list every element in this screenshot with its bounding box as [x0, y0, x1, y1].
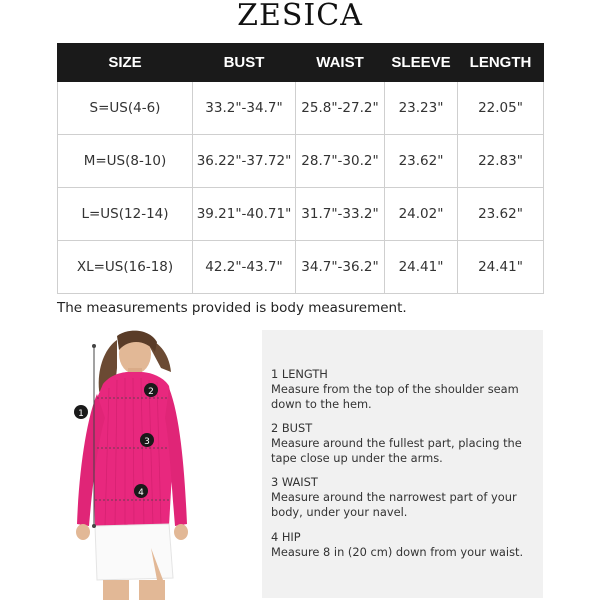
table-header-row	[58, 44, 544, 82]
instruction-length	[271, 367, 541, 412]
cell-waist: 34.7"-36.2"	[296, 241, 385, 294]
svg-text:1: 1	[78, 409, 84, 419]
cell-size: L=US(12-14)	[58, 188, 193, 241]
cell-length: 22.05"	[458, 82, 544, 135]
instruction-title: 2 BUST	[271, 421, 313, 435]
cell-bust: 42.2"-43.7"	[193, 241, 296, 294]
instruction-body: Measure around the fullest part, placing the tape close up under the arms.	[271, 436, 522, 465]
cell-length: 24.41"	[458, 241, 544, 294]
marker-3	[140, 433, 154, 447]
instruction-body: Measure around the narrowest part of your body, under your navel.	[271, 490, 517, 519]
header-length: LENGTH	[458, 44, 544, 82]
cell-size: S=US(4-6)	[58, 82, 193, 135]
table-row	[58, 188, 544, 241]
table-row	[58, 82, 544, 135]
header-sleeve: SLEEVE	[385, 44, 458, 82]
table-row	[58, 241, 544, 294]
instruction-title: 1 LENGTH	[271, 367, 328, 381]
cell-length: 23.62"	[458, 188, 544, 241]
cell-bust: 39.21"-40.71"	[193, 188, 296, 241]
cell-sleeve: 24.02"	[385, 188, 458, 241]
instruction-body: Measure from the top of the shoulder seam down to the hem.	[271, 382, 519, 411]
cell-sleeve: 23.62"	[385, 135, 458, 188]
instruction-hip	[271, 530, 541, 560]
cell-size: M=US(8-10)	[58, 135, 193, 188]
cell-sleeve: 24.41"	[385, 241, 458, 294]
cell-length: 22.83"	[458, 135, 544, 188]
size-chart-table	[57, 43, 544, 294]
instruction-bust	[271, 421, 541, 466]
header-size: SIZE	[58, 44, 193, 82]
instruction-title: 4 HIP	[271, 530, 301, 544]
instruction-body: Measure 8 in (20 cm) down from your waist.	[271, 545, 524, 559]
cell-size: XL=US(16-18)	[58, 241, 193, 294]
svg-text:2: 2	[148, 387, 154, 397]
header-bust: BUST	[193, 44, 296, 82]
cell-bust: 33.2"-34.7"	[193, 82, 296, 135]
cell-bust: 36.22"-37.72"	[193, 135, 296, 188]
measure-instructions-panel	[262, 330, 543, 598]
cell-waist: 31.7"-33.2"	[296, 188, 385, 241]
cell-waist: 25.8"-27.2"	[296, 82, 385, 135]
instruction-title: 3 WAIST	[271, 475, 318, 489]
marker-1	[74, 405, 88, 419]
table-row	[58, 135, 544, 188]
svg-text:4: 4	[138, 488, 144, 498]
instruction-waist	[271, 475, 541, 520]
brand-logo: ZESICA	[237, 0, 363, 33]
cell-waist: 28.7"-30.2"	[296, 135, 385, 188]
header-waist: WAIST	[296, 44, 385, 82]
measurement-note: The measurements provided is body measurement.	[57, 300, 407, 316]
cell-sleeve: 23.23"	[385, 82, 458, 135]
model-figure	[57, 328, 257, 600]
marker-2	[144, 383, 158, 397]
marker-4	[134, 484, 148, 498]
white-skirt	[95, 524, 173, 580]
svg-text:3: 3	[144, 437, 150, 447]
